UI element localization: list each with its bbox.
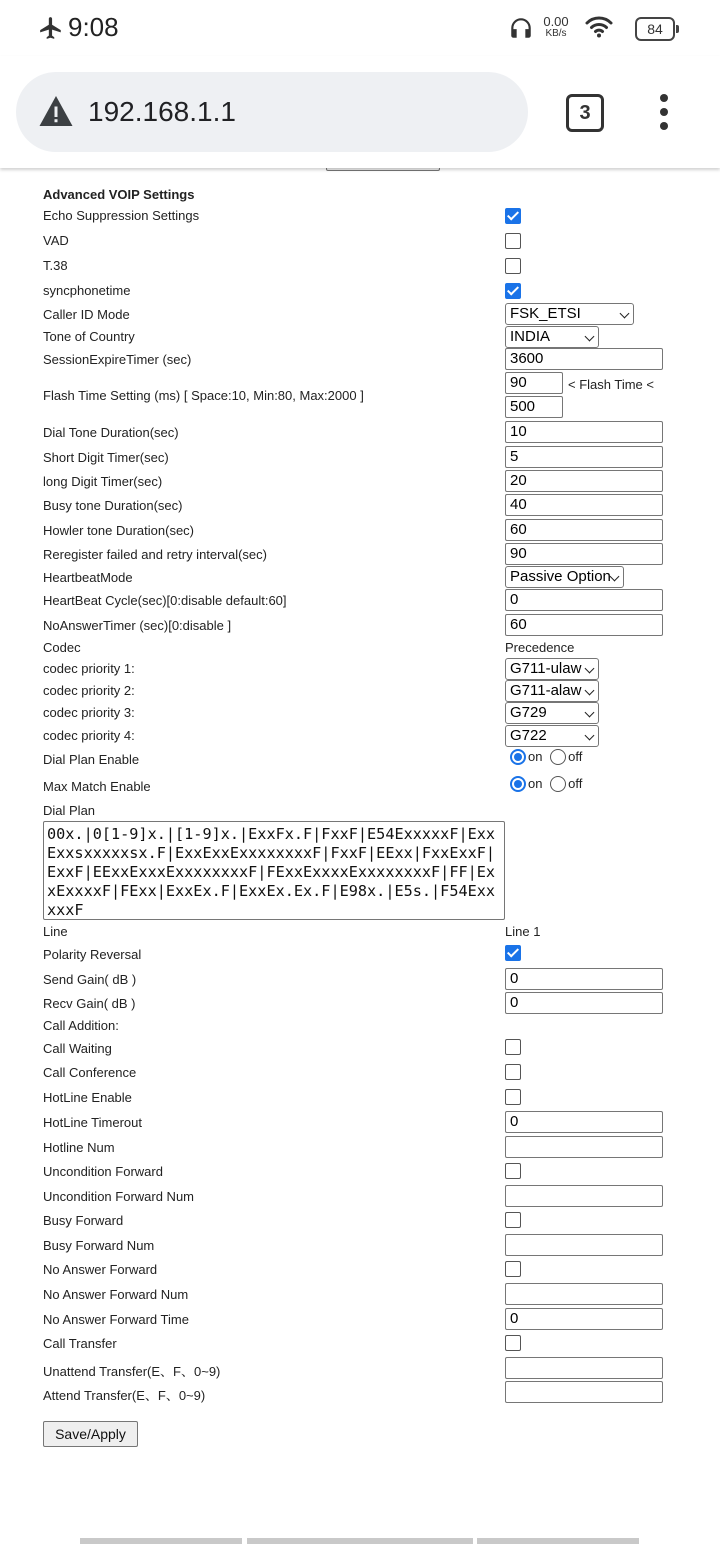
call-transfer-row: Call Transfer (43, 1336, 683, 1352)
send-gain-input[interactable]: 0 (505, 968, 663, 990)
dial-plan-enable-on-radio[interactable] (510, 749, 526, 765)
codec-priority-3-select[interactable]: G729 (505, 702, 599, 724)
codec-priority-2-row: codec priority 2: G711-alaw (43, 683, 683, 705)
hotline-enable-checkbox[interactable] (505, 1089, 521, 1105)
dial-plan-enable-radio-group: on off (510, 748, 586, 765)
chevron-down-icon (585, 664, 595, 674)
chevron-down-icon (585, 686, 595, 696)
codec-priority-2-select[interactable]: G711-alaw (505, 680, 599, 702)
howler-tone-duration-input[interactable]: 60 (505, 519, 663, 541)
address-bar[interactable] (16, 72, 528, 152)
vad-checkbox[interactable] (505, 233, 521, 249)
call-waiting-row: Call Waiting (43, 1041, 683, 1057)
session-expire-input[interactable]: 3600 (505, 348, 663, 370)
battery-icon: 84 (635, 17, 675, 41)
caller-id-mode-select[interactable]: FSK_ETSI (505, 303, 634, 325)
busy-forward-row: Busy Forward (43, 1213, 683, 1229)
flash-time-min-input[interactable]: 90 (505, 372, 563, 394)
hotline-timeout-input[interactable]: 0 (505, 1111, 663, 1133)
airplane-icon (38, 15, 64, 41)
codec-priority-4-select[interactable]: G722 (505, 725, 599, 747)
max-match-enable-off-radio[interactable] (550, 776, 566, 792)
max-match-enable-on-radio[interactable] (510, 776, 526, 792)
call-transfer-checkbox[interactable] (505, 1335, 521, 1351)
recv-gain-input[interactable]: 0 (505, 992, 663, 1014)
uncondition-forward-checkbox[interactable] (505, 1163, 521, 1179)
max-match-enable-radio-group: on off (510, 775, 586, 792)
codec-priority-1-row: codec priority 1: G711-ulaw (43, 661, 683, 683)
attend-transfer-input[interactable] (505, 1381, 663, 1403)
echo-suppression-row: Echo Suppression Settings (43, 208, 683, 224)
tone-of-country-row: Tone of Country INDIA (43, 329, 683, 351)
codec-priority-4-row: codec priority 4: G722 (43, 728, 683, 750)
tone-of-country-select[interactable]: INDIA (505, 326, 599, 348)
no-answer-forward-num-input[interactable] (505, 1283, 663, 1305)
call-conference-checkbox[interactable] (505, 1064, 521, 1080)
status-time: 9:08 (68, 12, 119, 42)
codec-priority-1-select[interactable]: G711-ulaw (505, 658, 599, 680)
browser-toolbar (0, 56, 720, 168)
url-text[interactable]: 192.168.1.1 (88, 96, 236, 127)
long-digit-timer-input[interactable]: 20 (505, 470, 663, 492)
no-answer-forward-time-input[interactable]: 0 (505, 1308, 663, 1330)
uncondition-forward-num-input[interactable] (505, 1185, 663, 1207)
more-vert-icon[interactable] (654, 94, 674, 134)
unattend-transfer-input[interactable] (505, 1357, 663, 1379)
codec-precedence-text: Precedence (505, 640, 575, 655)
wifi-icon (584, 15, 614, 39)
nav-indicator-left (80, 1538, 242, 1544)
hotline-enable-row: HotLine Enable (43, 1090, 683, 1106)
chevron-down-icon (610, 572, 620, 582)
caller-id-mode-row: Caller ID Mode FSK_ETSI (43, 307, 683, 329)
no-answer-timer-input[interactable]: 60 (505, 614, 663, 636)
vad-row: VAD (43, 233, 683, 249)
chevron-down-icon (585, 708, 595, 718)
uncondition-forward-row: Uncondition Forward (43, 1164, 683, 1180)
t38-checkbox[interactable] (505, 258, 521, 274)
chevron-down-icon (620, 309, 630, 319)
heartbeat-cycle-input[interactable]: 0 (505, 589, 663, 611)
busy-forward-checkbox[interactable] (505, 1212, 521, 1228)
polarity-reversal-row: Polarity Reversal (43, 947, 683, 963)
warning-icon[interactable] (38, 94, 74, 128)
network-speed: 0.00 KB/s (543, 14, 569, 39)
save-apply-button[interactable]: Save/Apply (43, 1421, 138, 1447)
dial-tone-duration-input[interactable]: 10 (505, 421, 663, 443)
section-title: Advanced VOIP Settings (43, 187, 195, 202)
heartbeat-mode-select[interactable]: Passive Option (505, 566, 624, 588)
headset-icon (508, 15, 534, 41)
nav-indicator-right (477, 1538, 639, 1544)
call-conference-row: Call Conference (43, 1065, 683, 1081)
heartbeat-mode-row: HeartbeatMode Passive Option (43, 570, 683, 592)
status-bar (0, 0, 720, 56)
syncphonetime-checkbox[interactable] (505, 283, 521, 299)
call-waiting-checkbox[interactable] (505, 1039, 521, 1055)
echo-suppression-checkbox[interactable] (505, 208, 521, 224)
line-value: Line 1 (505, 924, 541, 939)
dial-plan-textarea[interactable]: 00x.|0[1-9]x.|[1-9]x.|ExxFx.F|FxxF|E54ExxxxxF|ExxExxsxxxxxsx.F|ExxExxExxxxxxxxF|FxxF|EExx|FxxExxF|ExxF|EExxExxxExxxxxxxxF|FExxExxxxExxxxxxxxF|FF|ExxExxxxF|FExx|ExxEx.F|ExxEx.Ex.F|E98x.|E5s.|F54ExxxxxF (43, 821, 505, 920)
polarity-reversal-checkbox[interactable] (505, 945, 521, 961)
busy-tone-duration-input[interactable]: 40 (505, 494, 663, 516)
chevron-down-icon (585, 332, 595, 342)
page-content: Advanced VOIP Settings Echo Suppression Settings VAD T.38 syncphonetime Caller ID Mode FSK_ETSI Tone of Country INDIA SessionExpireTimer (sec) 3600 Flash Time Setting (ms) [ Space:10, Min:80, Max:2000 ] 90 < Flash Time < 500 Dial Tone Duration(sec) 10 Short Digit Timer(sec) 5 long Digit Timer(sec) 20 Busy tone Duration(sec) 40 Howler tone Duration(sec) 60 Reregister failed and retry interval(sec) 90 HeartbeatMode Passive Option HeartBeat Cycle(sec)[0:disable default:60] 0 NoAnswerTimer (sec)[0:disable ] 60 Codec Precedence codec priority 1: G711-ulaw codec priority 2: G711-alaw codec priority 3: G729 codec priority 4: G722 Dial Plan Enable on off Max Match Enable on off Dial Plan 00x.|0[1-9]x.|[1-9]x.|ExxFx.F|FxxF|E54ExxxxxF|ExxExxsxxxxxsx.F|ExxExxExxxxxxxxF|FxxF|EExx|FxxExxF|ExxF|EExxExxxExxxxxxxxF|FExxExxxxExxxxxxxxF|FF|ExxExxxxF|FExx|ExxEx.F|ExxEx.Ex.F|E98x.|E5s.|F54ExxxxxF Line Line 1 Polarity Reversal Send Gain( dB ) 0 Recv Gain( dB ) 0 Call Addition: Call Waiting Call Conference HotLine Enable HotLine Timerout 0 Hotline Num Uncondition Forward Uncondition Forward Num Busy Forward Busy Forward Num No Answer Forward No Answer Forward Num No Answer Forward Time 0 Call Transfer Unattend Transfer(E、F、0~9) Attend Transfer(E、F、0~9) Save/Apply (0, 168, 720, 1544)
reregister-interval-input[interactable]: 90 (505, 543, 663, 565)
flash-time-max-input[interactable]: 500 (505, 396, 563, 418)
hotline-num-input[interactable] (505, 1136, 663, 1158)
nav-indicator-center (247, 1538, 473, 1544)
busy-forward-num-input[interactable] (505, 1234, 663, 1256)
short-digit-timer-input[interactable]: 5 (505, 446, 663, 468)
t38-row: T.38 (43, 258, 683, 274)
chevron-down-icon (585, 731, 595, 741)
dial-plan-enable-off-radio[interactable] (550, 749, 566, 765)
codec-priority-3-row: codec priority 3: G729 (43, 705, 683, 727)
tab-switcher-button[interactable]: 3 (566, 94, 604, 132)
no-answer-forward-row: No Answer Forward (43, 1262, 683, 1278)
syncphonetime-row: syncphonetime (43, 283, 683, 299)
no-answer-forward-checkbox[interactable] (505, 1261, 521, 1277)
